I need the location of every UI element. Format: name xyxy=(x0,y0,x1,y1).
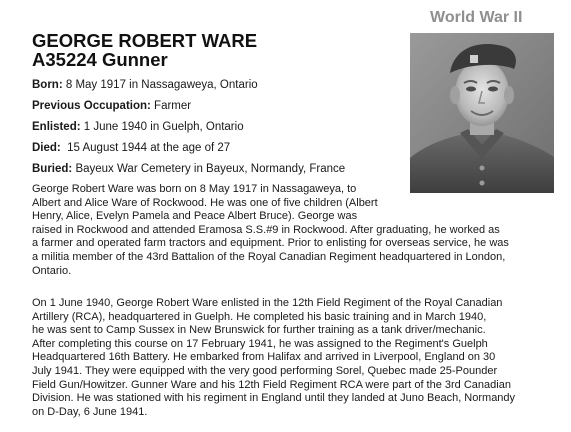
bio-line: On 1 June 1940, George Robert Ware enlisted in the 12th Field Regiment of the Royal Canadian xyxy=(32,297,503,309)
fact-died-value: 15 August 1944 at the age of 27 xyxy=(60,142,231,154)
fact-born xyxy=(32,78,258,92)
bio-line: After completing this course on 17 February 1941, he was assigned to the Regiment's Guelph xyxy=(32,337,488,350)
fact-died xyxy=(32,141,230,155)
soldier-number-rank: A35224 Gunner xyxy=(32,49,168,70)
bio-line: raised in Rockwood and attended Eramosa S.S.#9 in Rockwood. After graduating, he worked as xyxy=(32,223,500,236)
bio-line: Ontario. xyxy=(32,264,72,277)
bio-line: on D-Day, 6 June 1941. xyxy=(32,405,148,418)
bio-line: Albert and Alice Ware of Rockwood. He was one of five children (Albert xyxy=(32,196,378,209)
fact-enlisted-label: Enlisted: xyxy=(32,121,81,133)
bio-line: he was sent to Camp Sussex in New Brunswick for further training as a tank driver/mechanic. xyxy=(32,324,486,337)
bio-line: Field Gun/Howitzer. Gunner Ware and his 12th Field Regiment RCA were part of the 3rd Canadian xyxy=(32,378,511,391)
fact-born-label: Born: xyxy=(32,79,63,91)
fact-occupation-value: Farmer xyxy=(150,100,192,112)
bio-line: Division. He was stationed with his regiment in England until they landed at Juno Beach, Normandy xyxy=(32,392,516,405)
bio-line: a militia member of the 43rd Battalion of the Royal Canadian Regiment headquartered in London, xyxy=(32,250,506,263)
fact-buried-label: Buried: xyxy=(32,163,73,175)
bio-line: July 1941. They were equipped with the very good performing Sorel, Quebec made 25-Pounder xyxy=(32,364,498,377)
portrait-image xyxy=(410,33,554,193)
fact-occupation-label: Previous Occupation: xyxy=(32,100,151,112)
soldier-name: GEORGE ROBERT WARE xyxy=(32,30,258,51)
fact-died-label: Died: xyxy=(32,142,61,154)
fact-enlisted-value: 1 June 1940 in Guelph, Ontario xyxy=(80,121,244,133)
bio-line: a farmer and operated farm tractors and equipment. Prior to enlisting for overseas service, he was xyxy=(32,237,509,250)
war-label: World War II xyxy=(430,9,523,26)
fact-enlisted xyxy=(32,120,244,134)
bio-line: Headquartered 16th Battery. He embarked from Halifax and arrived in Liverpool, England on 30 xyxy=(32,351,496,364)
bio-line: George Robert Ware was born on 8 May 1917 in Nassagaweya, to xyxy=(32,183,357,195)
fact-buried xyxy=(32,162,345,176)
bio-line: Artillery (RCA), headquartered in Guelph. He completed his basic training and in March 1940, xyxy=(32,310,487,323)
fact-occupation xyxy=(32,99,191,113)
bio-line: Henry, Alice, Evelyn Pamela and Peace Albert Bruce). George was xyxy=(32,210,358,223)
soldier-portrait-photo xyxy=(410,33,554,193)
fact-buried-value: Bayeux War Cemetery in Bayeux, Normandy, France xyxy=(72,163,346,175)
biography-paragraph-2 xyxy=(32,297,515,419)
fact-born-value: 8 May 1917 in Nassagaweya, Ontario xyxy=(62,79,258,91)
biography-paragraph-1 xyxy=(32,183,509,278)
